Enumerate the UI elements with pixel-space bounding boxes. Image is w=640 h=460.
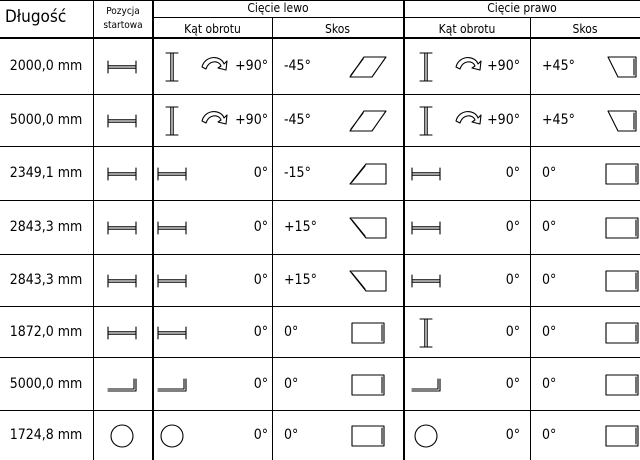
length-value: 1724,8 mm bbox=[9, 427, 83, 443]
length-value: 1872,0 mm bbox=[9, 324, 83, 340]
beam-horizontal-icon bbox=[149, 208, 195, 248]
column-divider bbox=[93, 0, 94, 460]
left-bevel-angle: -45° bbox=[284, 112, 311, 128]
left-bevel-angle: +15° bbox=[284, 219, 317, 235]
row-divider bbox=[0, 94, 640, 95]
bevel-zero-icon bbox=[599, 365, 640, 405]
left-rotation-angle: 0° bbox=[253, 427, 268, 443]
bevel-zero-icon bbox=[599, 313, 640, 353]
beam-horizontal-icon bbox=[149, 154, 195, 194]
bevel-plus-15-icon bbox=[345, 261, 391, 301]
beam-vertical-icon bbox=[149, 101, 195, 141]
header-right-rotation-angle: Kąt obrotu bbox=[438, 22, 496, 36]
bevel-plus-45-icon bbox=[599, 47, 640, 87]
bevel-plus-15-icon bbox=[345, 208, 391, 248]
right-rotation-angle: 0° bbox=[505, 272, 520, 288]
left-rotation-angle: +90° bbox=[235, 112, 268, 128]
beam-horizontal-icon bbox=[99, 208, 145, 248]
beam-horizontal-icon bbox=[403, 208, 449, 248]
bevel-zero-icon bbox=[599, 416, 640, 456]
beam-horizontal-icon bbox=[99, 154, 145, 194]
beam-vertical-icon bbox=[149, 47, 195, 87]
bevel-minus-15-icon bbox=[345, 154, 391, 194]
row-divider bbox=[0, 410, 640, 411]
header-divider-right bbox=[404, 17, 640, 18]
right-rotation-angle: 0° bbox=[505, 324, 520, 340]
beam-horizontal-icon bbox=[149, 313, 195, 353]
angle-profile-icon bbox=[99, 365, 145, 405]
header-start-position: Pozycja startowa bbox=[103, 6, 143, 31]
bevel-zero-icon bbox=[599, 261, 640, 301]
right-bevel-angle: +45° bbox=[542, 112, 575, 128]
left-bevel-angle: 0° bbox=[284, 324, 299, 340]
row-divider bbox=[0, 200, 640, 201]
left-rotation-angle: 0° bbox=[253, 219, 268, 235]
row-divider bbox=[0, 357, 640, 358]
beam-horizontal-icon bbox=[403, 154, 449, 194]
right-rotation-angle: +90° bbox=[487, 58, 520, 74]
header-divider-left bbox=[152, 17, 403, 18]
row-divider bbox=[0, 306, 640, 307]
left-bevel-angle: 0° bbox=[284, 427, 299, 443]
left-rotation-angle: 0° bbox=[253, 376, 268, 392]
right-bevel-angle: 0° bbox=[542, 219, 557, 235]
beam-horizontal-icon bbox=[99, 101, 145, 141]
right-rotation-angle: 0° bbox=[505, 427, 520, 443]
header-bottom-rule bbox=[0, 37, 640, 39]
beam-horizontal-icon bbox=[403, 261, 449, 301]
table-border-top bbox=[0, 0, 640, 1]
angle-profile-icon bbox=[403, 365, 449, 405]
bevel-zero-icon bbox=[345, 365, 391, 405]
header-left-bevel: Skos bbox=[325, 22, 350, 36]
row-divider bbox=[0, 146, 640, 147]
beam-vertical-icon bbox=[403, 101, 449, 141]
beam-vertical-icon bbox=[403, 47, 449, 87]
beam-horizontal-icon bbox=[99, 47, 145, 87]
header-cut-left: Cięcie lewo bbox=[247, 1, 309, 15]
right-rotation-angle: +90° bbox=[487, 112, 520, 128]
length-value: 5000,0 mm bbox=[9, 376, 83, 392]
column-divider bbox=[272, 18, 273, 460]
left-rotation-angle: 0° bbox=[253, 272, 268, 288]
header-left-rotation-angle: Kąt obrotu bbox=[184, 22, 241, 36]
right-rotation-angle: 0° bbox=[505, 376, 520, 392]
length-value: 2349,1 mm bbox=[9, 165, 83, 181]
beam-vertical-icon bbox=[403, 313, 449, 353]
right-rotation-angle: 0° bbox=[505, 165, 520, 181]
row-divider bbox=[0, 254, 640, 255]
bevel-zero-icon bbox=[599, 208, 640, 248]
right-bevel-angle: 0° bbox=[542, 165, 557, 181]
length-value: 5000,0 mm bbox=[9, 112, 83, 128]
round-profile-icon bbox=[149, 416, 195, 456]
angle-profile-icon bbox=[149, 365, 195, 405]
length-value: 2000,0 mm bbox=[9, 58, 83, 74]
bevel-minus-45-icon bbox=[345, 47, 391, 87]
left-rotation-angle: 0° bbox=[253, 324, 268, 340]
left-rotation-angle: +90° bbox=[235, 58, 268, 74]
header-right-bevel: Skos bbox=[572, 22, 598, 36]
right-bevel-angle: 0° bbox=[542, 272, 557, 288]
bevel-zero-icon bbox=[599, 154, 640, 194]
bevel-zero-icon bbox=[345, 313, 391, 353]
right-rotation-angle: 0° bbox=[505, 219, 520, 235]
right-bevel-angle: +45° bbox=[542, 58, 575, 74]
round-profile-icon bbox=[403, 416, 449, 456]
left-rotation-angle: 0° bbox=[253, 165, 268, 181]
column-divider bbox=[530, 18, 531, 460]
left-bevel-angle: -15° bbox=[284, 165, 311, 181]
left-bevel-angle: 0° bbox=[284, 376, 299, 392]
beam-horizontal-icon bbox=[149, 261, 195, 301]
round-profile-icon bbox=[99, 416, 145, 456]
bevel-zero-icon bbox=[345, 416, 391, 456]
right-bevel-angle: 0° bbox=[542, 427, 557, 443]
right-bevel-angle: 0° bbox=[542, 324, 557, 340]
beam-horizontal-icon bbox=[99, 261, 145, 301]
beam-horizontal-icon bbox=[99, 313, 145, 353]
length-value: 2843,3 mm bbox=[9, 272, 83, 288]
left-bevel-angle: +15° bbox=[284, 272, 317, 288]
header-cut-right: Cięcie prawo bbox=[487, 1, 557, 15]
length-value: 2843,3 mm bbox=[9, 219, 83, 235]
header-length: Długość bbox=[5, 7, 67, 27]
bevel-minus-45-icon bbox=[345, 101, 391, 141]
bevel-plus-45-icon bbox=[599, 101, 640, 141]
left-bevel-angle: -45° bbox=[284, 58, 311, 74]
right-bevel-angle: 0° bbox=[542, 376, 557, 392]
